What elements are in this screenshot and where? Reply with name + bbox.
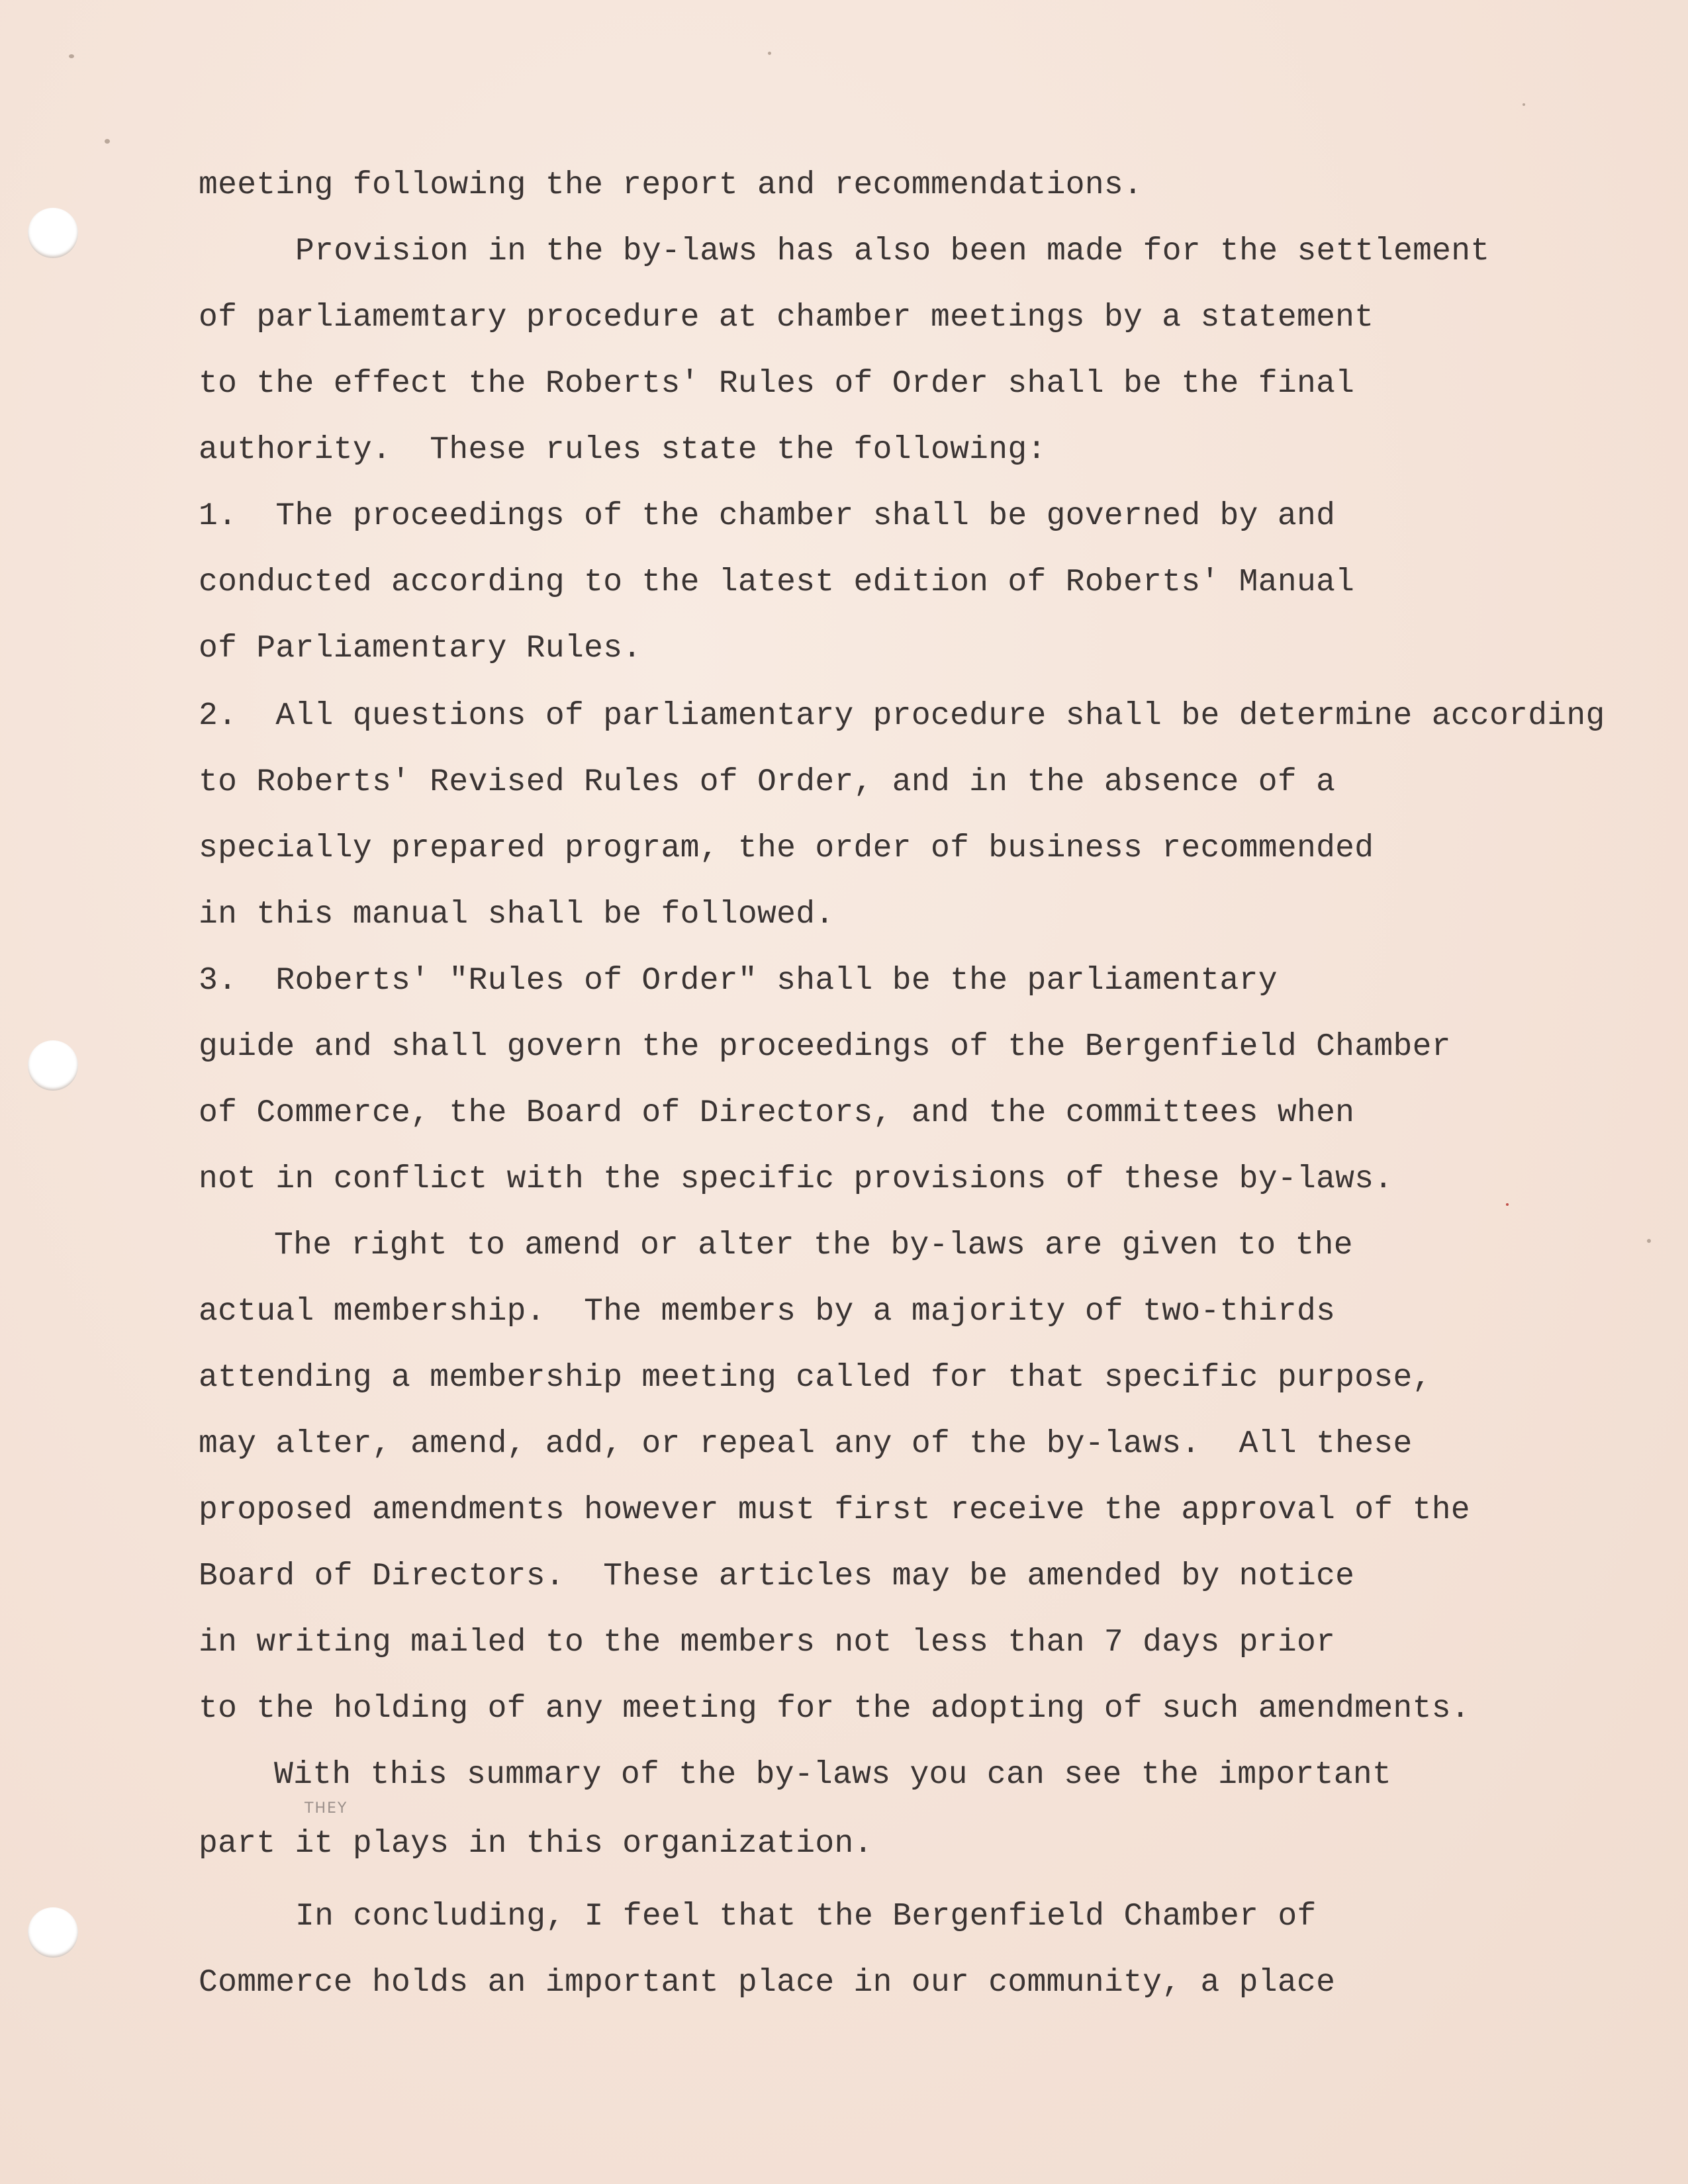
text-line: The right to amend or alter the by-laws are given to the [274, 1228, 1353, 1263]
list-item-3: 3. Roberts' "Rules of Order" shall be the parliamentary [199, 963, 1278, 999]
text-line: actual membership. The members by a majority of two-thirds [199, 1294, 1336, 1330]
paper-speck [1506, 1203, 1509, 1206]
text-line: of Parliamentary Rules. [199, 631, 642, 666]
paper-speck [1647, 1239, 1651, 1243]
text-line: to the holding of any meeting for the adopting of such amendments. [199, 1691, 1470, 1727]
text-line: In concluding, I feel that the Bergenfield Chamber of [295, 1899, 1317, 1934]
text-line: not in conflict with the specific provisions of these by-laws. [199, 1161, 1393, 1197]
text-line: specially prepared program, the order of business recommended [199, 831, 1374, 866]
punch-hole [28, 208, 78, 258]
text-line: With this summary of the by-laws you can see the important [274, 1757, 1392, 1793]
paper-speck [105, 139, 110, 144]
text-line: meeting following the report and recommendations. [199, 167, 1143, 203]
list-item-2: 2. All questions of parliamentary procedure shall be determine according [199, 698, 1605, 734]
text-line: in writing mailed to the members not less than 7 days prior [199, 1625, 1336, 1661]
text-line: authority. These rules state the following: [199, 432, 1047, 468]
text-line: to Roberts' Revised Rules of Order, and in the absence of a [199, 764, 1336, 800]
text-line: Board of Directors. These articles may be amended by notice [199, 1559, 1355, 1594]
text-line: Provision in the by-laws has also been made for the settlement [295, 234, 1490, 269]
text-line: may alter, amend, add, or repeal any of the by-laws. All these [199, 1426, 1413, 1462]
text-line: guide and shall govern the proceedings of the Bergenfield Chamber [199, 1029, 1451, 1065]
text-line: in this manual shall be followed. [199, 897, 835, 933]
paper-speck [69, 54, 74, 58]
text-line: of parliamemtary procedure at chamber meetings by a statement [199, 300, 1374, 336]
text-line: attending a membership meeting called for that specific purpose, [199, 1360, 1432, 1396]
text-line: proposed amendments however must first receive the approval of the [199, 1492, 1470, 1528]
text-line: to the effect the Roberts' Rules of Order shall be the final [199, 366, 1355, 402]
paper-speck [1523, 103, 1525, 106]
paper-speck [768, 52, 771, 55]
list-item-1: 1. The proceedings of the chamber shall be governed by and [199, 498, 1336, 534]
punch-hole [28, 1040, 78, 1091]
text-line: part it plays in this organization. [199, 1826, 873, 1862]
text-line: conducted according to the latest edition of Roberts' Manual [199, 565, 1355, 600]
punch-hole [28, 1907, 78, 1958]
text-line: Commerce holds an important place in our community, a place [199, 1965, 1336, 2001]
text-line: of Commerce, the Board of Directors, and the committees when [199, 1095, 1355, 1131]
handwritten-annotation: THEY [305, 1800, 348, 1817]
